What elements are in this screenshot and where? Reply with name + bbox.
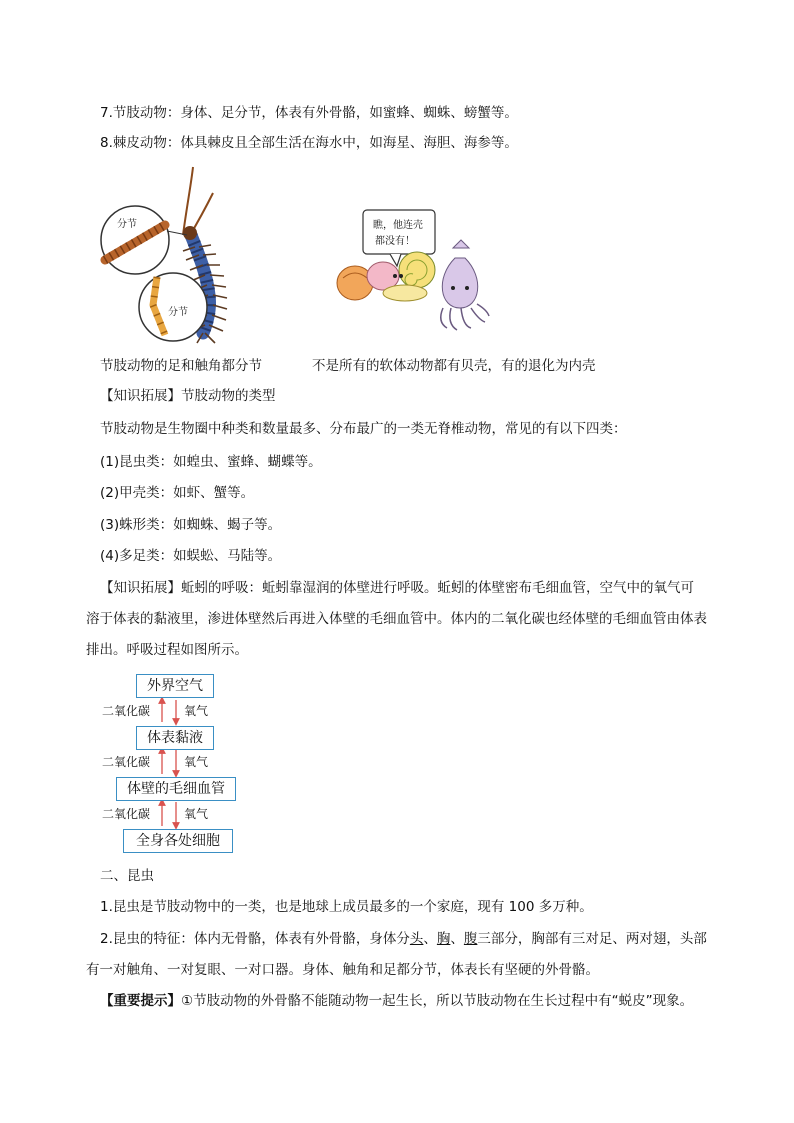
line-arthropod: 7.节肢动物：身体、足分节，体表有外骨骼，如蜜蜂、蜘蛛、螃蟹等。 [100,105,518,121]
flow-box-surface-mucus: 体表黏液 [136,726,214,750]
line-echinoderm: 8.棘皮动物：体具棘皮且全部生活在海水中，如海星、海胆、海参等。 [100,135,518,151]
caption-right: 不是所有的软体动物都有贝壳，有的退化为内壳 [312,358,596,374]
callout-bottom-label: 分节 [168,307,188,318]
flow-label-co2: 二氧化碳 [102,807,151,821]
insect-paragraph-2 [100,929,707,949]
list-item: (4)多足类：如蜈蚣、马陆等。 [100,548,282,564]
flow-box-outside-air: 外界空气 [136,674,214,698]
callout-top-label: 分节 [117,219,137,230]
flow-label-o2: 氧气 [184,755,209,769]
caption-left: 节肢动物的足和触角都分节 [100,358,262,374]
section2-text-1: 蚯蚓的呼吸：蚯蚓靠湿润的体壁进行呼吸。蚯蚓的体壁密布毛细血管，空气中的氧气可 [181,580,694,596]
flow-label-o2: 氧气 [184,704,209,718]
underlined-abdomen: 腹 [463,931,478,947]
underlined-head: 头 [409,931,424,947]
p2-text-b: 三部分，胸部有三对足、两对翅，头部 [477,931,707,947]
list-item: (1)昆虫类：如蝗虫、蜜蜂、蝴蝶等。 [100,454,322,470]
section2-heading-tag: 【知识拓展】 [100,580,181,596]
section1-intro: 节肢动物是生物圈中种类和数量最多、分布最广的一类无脊椎动物，常见的有以下四类： [100,421,627,437]
mollusk-figure [335,208,495,343]
p2-sep: 、 [423,931,437,947]
insect-paragraph-1: 1.昆虫是节肢动物中的一类，也是地球上成员最多的一个家庭，现有 100 多万种。 [100,899,593,915]
section1-heading-tag: 【知识拓展】 [100,388,181,404]
underlined-thorax: 胸 [436,931,451,947]
flow-box-capillaries: 体壁的毛细血管 [116,777,236,801]
tip-tag: 【重要提示】 [100,993,181,1009]
list-item: (3)蛛形类：如蜘蛛、蝎子等。 [100,517,282,533]
list-item: (2)甲壳类：如虾、蟹等。 [100,485,255,501]
section3-heading: 二、昆虫 [100,868,154,884]
speech-line-1: 瞧，他连壳 [373,220,423,231]
flow-label-co2: 二氧化碳 [102,704,151,718]
section2-line-1 [100,578,694,598]
section1-heading [100,386,276,406]
important-tip [100,991,693,1011]
speech-line-2: 都没有！ [375,236,415,247]
section2-line-3: 排出。呼吸过程如图所示。 [86,642,248,658]
p2-text-a: 2.昆虫的特征：体内无骨骼，体表有外骨骼，身体分 [100,931,410,947]
respiration-flowchart [100,672,260,852]
flow-label-co2: 二氧化碳 [102,755,151,769]
p2-sep: 、 [450,931,464,947]
flow-box-body-cells: 全身各处细胞 [123,829,233,853]
flow-label-o2: 氧气 [184,807,209,821]
tip-text: ①节肢动物的外骨骼不能随动物一起生长，所以节肢动物在生长过程中有“蜕皮”现象。 [181,993,694,1009]
insect-paragraph-2-line-2: 有一对触角、一对复眼、一对口器。身体、触角和足都分节，体表长有坚硬的外骨骼。 [86,962,599,978]
section2-line-2: 溶于体表的黏液里，渗进体壁然后再进入体壁的毛细血管中。体内的二氧化碳也经体壁的毛细血管由体表 [86,611,707,627]
section1-heading-text: 节肢动物的类型 [181,388,276,404]
centipede-figure [95,165,265,350]
